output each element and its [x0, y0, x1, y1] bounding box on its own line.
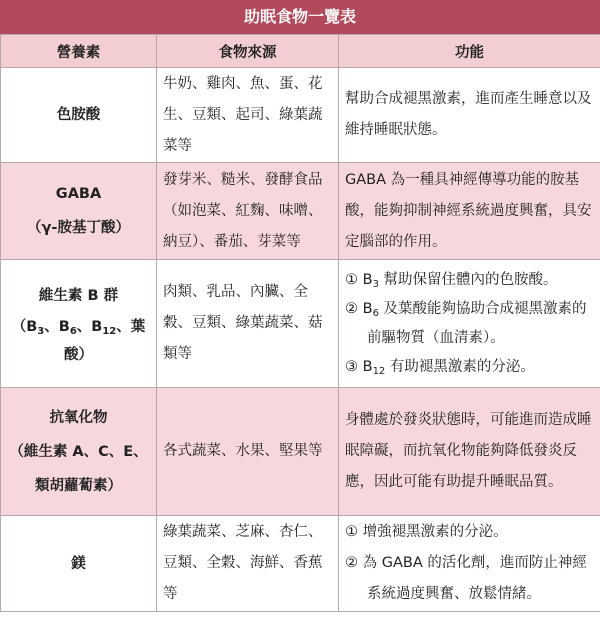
table-row — [1, 260, 600, 388]
food-cell: 肉類、乳品、內臟、全穀、豆類、綠葉蔬菜、菇類等 — [157, 260, 339, 388]
header-row — [1, 35, 600, 68]
food-cell: 綠葉蔬菜、芝麻、杏仁、豆類、全穀、海鮮、香蕉等 — [157, 516, 339, 612]
function-item: ② $B_6$ 及葉酸能夠協助合成褪黑激素的前驅物質（血清素）。 — [345, 300, 587, 346]
nutrient-name: 維生素 B 群 — [38, 287, 119, 304]
sleep-food-table — [0, 34, 600, 612]
function-item: ① 增強褪黑激素的分泌。 — [345, 524, 508, 540]
function-cell: GABA 為一種具神經傳導功能的胺基酸，能夠抑制神經系統過度興奮，具安定腦部的作用。 — [339, 163, 600, 260]
function-item: ① $B_3$ 幫助保留住體內的色胺酸。 — [345, 271, 558, 290]
function-item: ② 為 GABA 的活化劑，進而防止神經系統過度興奮、放鬆情緒。 — [345, 555, 587, 602]
function-cell — [339, 260, 600, 388]
header-food: 食物來源 — [157, 35, 339, 68]
vitamin-b6: $B_6$ — [58, 318, 77, 337]
table-row — [1, 516, 600, 612]
nutrient-cell — [1, 260, 157, 388]
vitamin-b3: $B_3$ — [26, 318, 45, 337]
nutrient-cell — [1, 388, 157, 516]
nutrient-subname: （γ-胺基丁酸） — [27, 220, 130, 236]
food-cell: 發芽米、糙米、發酵食品（如泡菜、紅麴、味噌、納豆）、番茄、芽菜等 — [157, 163, 339, 260]
vitamin-b12: $B_{12}$ — [91, 318, 117, 337]
table-title: 助眠食物一覽表 — [0, 0, 600, 34]
function-cell: 幫助合成褪黑激素，進而產生睡意以及維持睡眠狀態。 — [339, 68, 600, 163]
table-row — [1, 163, 600, 260]
nutrient-name: 抗氧化物 — [49, 409, 108, 426]
nutrient-name: GABA — [55, 186, 102, 202]
function-cell: 身體處於發炎狀態時，可能進而造成睡眠障礙，而抗氧化物能夠降低發炎反應，因此可能有助提升睡眠品質。 — [339, 388, 600, 516]
nutrient-vitamin-list: （$B_3$、$B_6$、$B_{12}$、葉 酸） — [11, 318, 146, 363]
nutrient-cell — [1, 163, 157, 260]
nutrient-subname: （維生素 A、C、E、類胡蘿蔔素） — [9, 443, 148, 494]
table-row — [1, 68, 600, 163]
header-function: 功能 — [339, 35, 600, 68]
header-nutrient: 營養素 — [1, 35, 157, 68]
function-cell — [339, 516, 600, 612]
food-cell: 各式蔬菜、水果、堅果等 — [157, 388, 339, 516]
function-item: ③ $B_{12}$ 有助褪黑激素的分泌。 — [345, 358, 535, 377]
table-row — [1, 388, 600, 516]
nutrient-cell: 鎂 — [1, 516, 157, 612]
food-cell: 牛奶、雞肉、魚、蛋、花生、豆類、起司、綠葉蔬菜等 — [157, 68, 339, 163]
nutrient-cell: 色胺酸 — [1, 68, 157, 163]
